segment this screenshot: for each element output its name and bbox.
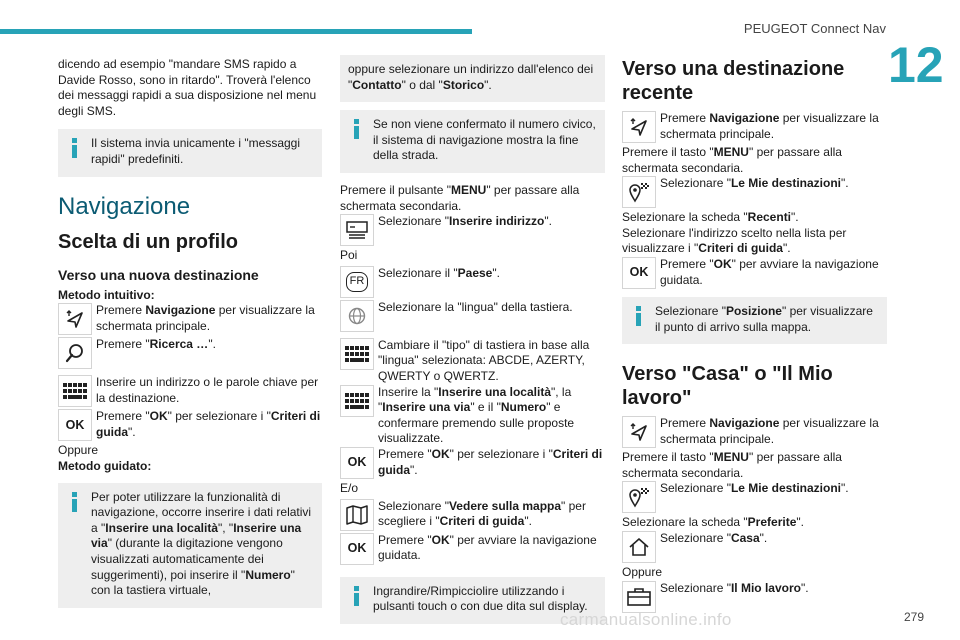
step-le-mie-destinazioni: Selezionare "Le Mie destinazioni". [622,481,887,515]
step-paese: FR Selezionare il "Paese". [340,266,605,300]
paragraph: Selezionare la scheda "Preferite". [622,515,804,530]
paragraph: Selezionare la scheda "Recenti". [622,210,799,225]
step-vedere-mappa: Selezionare "Vedere sulla mappa" per scegliere i "Criteri di guida". [340,499,605,533]
step-ok-criteri: OK Premere "OK" per selezionare i "Criteri di guida". [58,409,322,443]
method-guided-label: Metodo guidato: [58,458,152,473]
ok-icon: OK [58,409,92,441]
step-le-mie-destinazioni: Selezionare "Le Mie destinazioni". [622,176,887,210]
info-icon [636,306,641,326]
keyboard-icon [340,338,374,370]
oppure-label: Oppure [622,564,663,579]
info-icon [354,586,359,606]
destinations-pin-icon [622,481,656,513]
step-ricerca: Premere "Ricerca …". [58,337,322,371]
step-ok-avvia: OK Premere "OK" per avviare la navigazione guidata. [622,257,887,291]
step-navigazione: Premere Navigazione per visualizzare la schermata principale. [622,111,887,145]
page-number: 279 [903,610,924,624]
info-note: Ingrandire/Rimpicciolire utilizzando i pulsanti touch o con due dita sul display. [340,577,605,624]
info-note [58,129,322,176]
paragraph: Premere il tasto "MENU" per passare alla schermata secondaria. [622,450,842,480]
eo-label: E/o [340,480,359,495]
country-fr-icon: FR [340,266,374,298]
header-accent-bar [0,29,472,34]
step-inserire-indirizzo: Selezionare "Inserire indirizzo". [340,214,605,248]
watermark: carmanualsonline.info [560,610,732,629]
search-icon [58,337,92,369]
keyboard-icon [340,385,374,417]
info-note: Per poter utilizzare la funzionalità di navigazione, occorre inserire i dati relativi a "Inserire una località", "Inserire una via" (durante la digitazione vengono visualizzati automaticamente dei suggerimenti), poi inserire il "Numero" con la tastiera virtuale, [58,483,322,608]
paragraph: Premere il tasto "MENU" per passare alla schermata secondaria. [622,145,842,175]
ok-icon: OK [340,447,374,479]
heading-destinazione-recente: Verso una destinazione recente [622,58,845,104]
heading-nuova-destinazione: Verso una nuova destinazione [58,267,259,284]
destinations-pin-icon [622,176,656,208]
work-briefcase-icon [622,581,656,613]
column-2 [340,55,605,624]
info-note: Selezionare "Posizione" per visualizzare il punto di arrivo sulla mappa. [622,297,887,344]
step-mio-lavoro: Selezionare "Il Mio lavoro". [622,581,887,615]
keyboard-icon [58,375,92,407]
language-icon [340,300,374,332]
step-inserire-indirizzo: Inserire un indirizzo o le parole chiave per la destinazione. [58,375,322,409]
info-note-continued: oppure selezionare un indirizzo dall'elenco dei "Contatto" o dal "Storico". [340,55,605,102]
column-3 [622,57,887,615]
info-icon [354,119,359,139]
paragraph: Selezionare l'indirizzo scelto nella lista per visualizzare i "Criteri di guida". [622,225,847,256]
step-ok-criteri: OK Premere "OK" per selezionare i "Criteri di guida". [340,447,605,481]
step-casa: Selezionare "Casa". [622,531,887,565]
step-navigazione: Premere Navigazione per visualizzare la schermata principale. [622,416,887,450]
header-title: PEUGEOT Connect Nav [743,21,886,36]
poi-label: Poi [340,248,358,263]
step-lingua: Selezionare la "lingua" della tastiera. [340,300,605,334]
step-navigazione: Premere Navigazione per visualizzare la schermata principale. [58,303,322,337]
step-ok-avvia: OK Premere "OK" per avviare la navigazione guidata. [340,533,605,567]
method-intuitive-label: Metodo intuitivo: [58,287,155,302]
info-icon [72,492,77,512]
step-inserire-localita: Inserire la "Inserire una località", la "Inserire una via" e il "Numero" e confermare premendo sulle proposte visualizzate. [340,385,605,447]
info-note: Se non viene confermato il numero civico, il sistema di navigazione mostra la fine della strada. [340,110,605,173]
info-icon [72,138,77,158]
note-text: Il sistema invia unicamente i "messaggi rapidi" predefiniti. [91,136,301,166]
column-1 [58,57,322,608]
step-tipo-tastiera: Cambiare il "tipo" di tastiera in base alla "lingua" selezionata: ABCDE, AZERTY, QWERTY o QWERTZ. [340,338,605,385]
navigation-arrow-icon [58,303,92,335]
paragraph: dicendo ad esempio "mandare SMS rapido a Davide Rosso, sono in ritardo". Troverà l'elenco dei messaggi rapidi a sua disposizione nel menu degli SMS. [58,57,317,118]
oppure-label: Oppure [58,443,99,458]
home-icon [622,531,656,563]
section-heading-navigazione: Navigazione [58,192,191,220]
paragraph: Premere il pulsante "MENU" per passare alla schermata secondaria. [340,182,580,213]
map-icon [340,499,374,531]
heading-scelta-profilo: Scelta di un profilo [58,231,239,254]
address-entry-icon [340,214,374,246]
heading-casa-lavoro: Verso "Casa" o "Il Mio lavoro" [622,363,833,410]
chapter-number: 12 [888,37,944,93]
ok-icon: OK [340,533,374,565]
navigation-arrow-icon [622,111,656,143]
ok-icon: OK [622,257,656,289]
navigation-arrow-icon [622,416,656,448]
